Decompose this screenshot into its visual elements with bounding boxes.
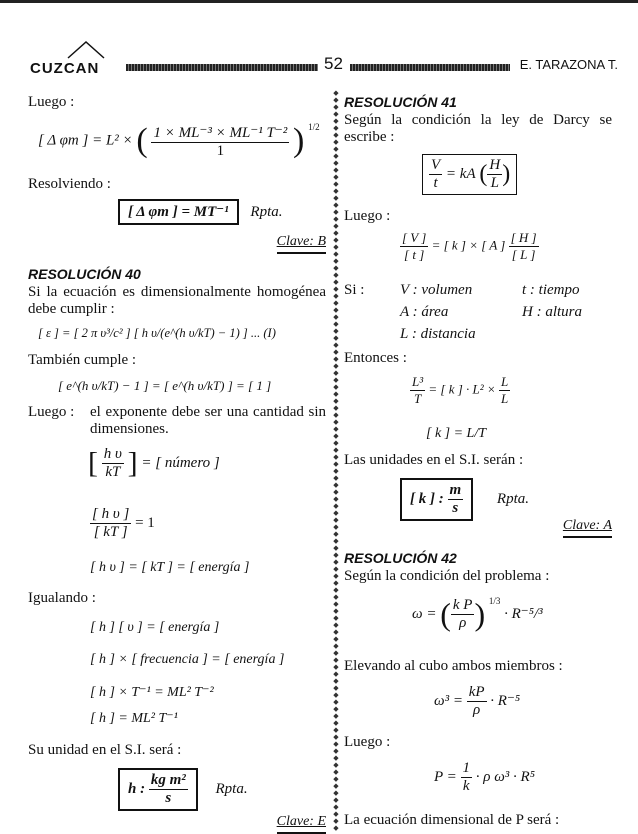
equation-r3: [ k ] = L/T	[426, 426, 487, 441]
answer-r1: [ k ] : $\frac{m}{s}$ Rpta.	[400, 478, 529, 521]
equation-8: [ h ] × T⁻¹ = ML² T⁻²	[90, 685, 214, 700]
page-header	[28, 52, 618, 78]
igualando-label: Igualando :	[28, 590, 96, 606]
equation-r6: P = $\frac{1}{k}$ · ρ ω³ · R⁵	[434, 760, 535, 794]
equation-r4: ω = ( $\frac{\text{k P}}{\rho}$ ) $^{1/3}$ · R⁻⁵/³	[412, 596, 543, 632]
darcy-equation: $\frac{V}{t}$ = kA ( $\frac{H}{L}$ )	[422, 154, 517, 195]
resolucion-41-heading: RESOLUCIÓN 41	[344, 94, 457, 110]
column-divider: ◆ ◆ ◆ ◆ ◆ ◆ ◆ ◆ ◆ ◆ ◆ ◆ ◆ ◆ ◆ ◆ ◆ ◆ ◆ ◆ ◆ ◆ ◆ ◆ ◆ ◆ ◆ ◆ ◆ ◆ ◆ ◆ ◆ ◆ ◆ ◆ ◆ ◆ ◆ ◆ ◆ ◆ ◆ ◆ ◆ ◆ ◆ ◆ ◆ ◆ ◆ ◆ ◆ ◆ ◆ ◆ ◆ ◆ ◆ ◆ ◆ ◆ ◆ ◆ ◆ ◆ ◆ ◆ ◆ ◆ ◆ ◆ ◆ ◆ ◆ ◆ ◆ ◆ ◆ ◆ ◆ ◆ ◆ ◆ ◆ ◆ ◆ ◆ ◆ ◆ ◆ ◆ ◆ ◆ ◆ ◆ ◆ ◆ ◆ ◆ ◆ ◆ ◆ ◆ ◆ ◆	[333, 90, 339, 832]
var-h: H : altura	[522, 304, 582, 320]
luego-label-r: Luego :	[344, 208, 391, 224]
resolucion-42-heading: RESOLUCIÓN 42	[344, 550, 457, 566]
var-t: t : tiempo	[522, 282, 580, 298]
clave-e: Clave: E	[277, 814, 326, 834]
answer-2: h : $\frac{\text{kg m²}}{s}$ Rpta.	[118, 768, 248, 811]
header-bar-left	[126, 64, 318, 71]
top-rule	[0, 0, 638, 3]
equation-9: [ h ] = ML² T⁻¹	[90, 711, 178, 726]
resolviendo-label: Resolviendo :	[28, 176, 111, 192]
clave-a: Clave: A	[563, 518, 612, 538]
equation-r5: ω³ = $\frac{kP}{\rho}$ · R⁻⁵	[434, 684, 521, 718]
header-bar-right	[350, 64, 510, 71]
equation-7: [ h ] × [ frecuencia ] = [ energía ]	[90, 652, 285, 667]
ecuacion-label: La ecuación dimensional de P será :	[344, 812, 560, 828]
las-unidades-label: Las unidades en el S.I. serán :	[344, 452, 524, 468]
answer-1: [ Δ φm ] = MT⁻¹ Rpta.	[118, 202, 283, 221]
equation-5: [ h υ ] = [ kT ] = [ energía ]	[90, 560, 250, 575]
eq1-fraction: $\frac{\text{1 × ML⁻³ × ML⁻¹ T⁻²}}{1}$	[153, 124, 288, 159]
page-number: 52	[324, 54, 343, 73]
publisher-logo	[28, 52, 123, 78]
luego-2-text: el exponente debe ser una cantidad sin dimensiones.	[90, 404, 326, 437]
equation-r1: $\frac{[ V ]}{[ t ]}$ = [ k ] × [ A ] $\frac{[ H ]}{[ L ]}$	[402, 230, 537, 262]
equation-2: [ e^(h υ/kT) − 1 ] = [ e^(h υ/kT) ] = [ 1 ]	[58, 378, 272, 393]
luego-label: Luego :	[28, 94, 75, 110]
author-name: E. TARAZONA T.	[519, 57, 618, 72]
si-label: Si :	[344, 282, 365, 298]
tambien-label: También cumple :	[28, 352, 137, 368]
equation-r2: $\frac{\text{L³}}{T}$ = [ k ] · L² × $\frac{L}{L}$	[412, 374, 509, 406]
var-v: V : volumen	[400, 282, 473, 298]
paragraph-41: Según la condición la ley de Darcy se escribe :	[344, 112, 612, 145]
luego-2-label-r: Luego :	[344, 734, 391, 750]
logo-roof-icon	[66, 40, 106, 60]
logo-text: CUZCAN	[30, 60, 100, 77]
eq1-lhs: [ Δ φm ] = L² ×	[38, 132, 133, 149]
resolucion-40-heading: RESOLUCIÓN 40	[28, 266, 141, 282]
elevando-label: Elevando al cubo ambos miembros :	[344, 658, 563, 674]
var-a: A : área	[400, 304, 449, 320]
equation-3: [ $\frac{\text{h υ}}{kT}$ ] = [ número ]	[88, 446, 220, 480]
equation-1: [ Δ φm ] = L² × ( $\frac{\text{1 × ML⁻³ × ML⁻¹ T⁻²}}{1}$ ) $^{1/2}$	[38, 122, 320, 159]
equation-4: $\frac{\text{[ h υ ]}}{[ kT ]}$ = 1	[92, 506, 155, 540]
entonces-label: Entonces :	[344, 350, 407, 366]
luego-2-label: Luego :	[28, 404, 75, 420]
su-unidad-label: Su unidad en el S.I. será :	[28, 742, 182, 758]
paragraph-42: Según la condición del problema :	[344, 568, 550, 584]
equation-I: [ ε ] = [ 2 π υ³/c² ] [ h υ/(e^(h υ/kT) − 1) ] ... (I)	[38, 326, 276, 340]
paragraph-40: Si la ecuación es dimensionalmente homogénea debe cumplir :	[28, 284, 326, 317]
equation-6: [ h ] [ υ ] = [ energía ]	[90, 620, 220, 635]
clave-b: Clave: B	[277, 234, 326, 254]
var-l: L : distancia	[400, 326, 476, 342]
eq1-exponent: 1/2	[308, 122, 320, 132]
